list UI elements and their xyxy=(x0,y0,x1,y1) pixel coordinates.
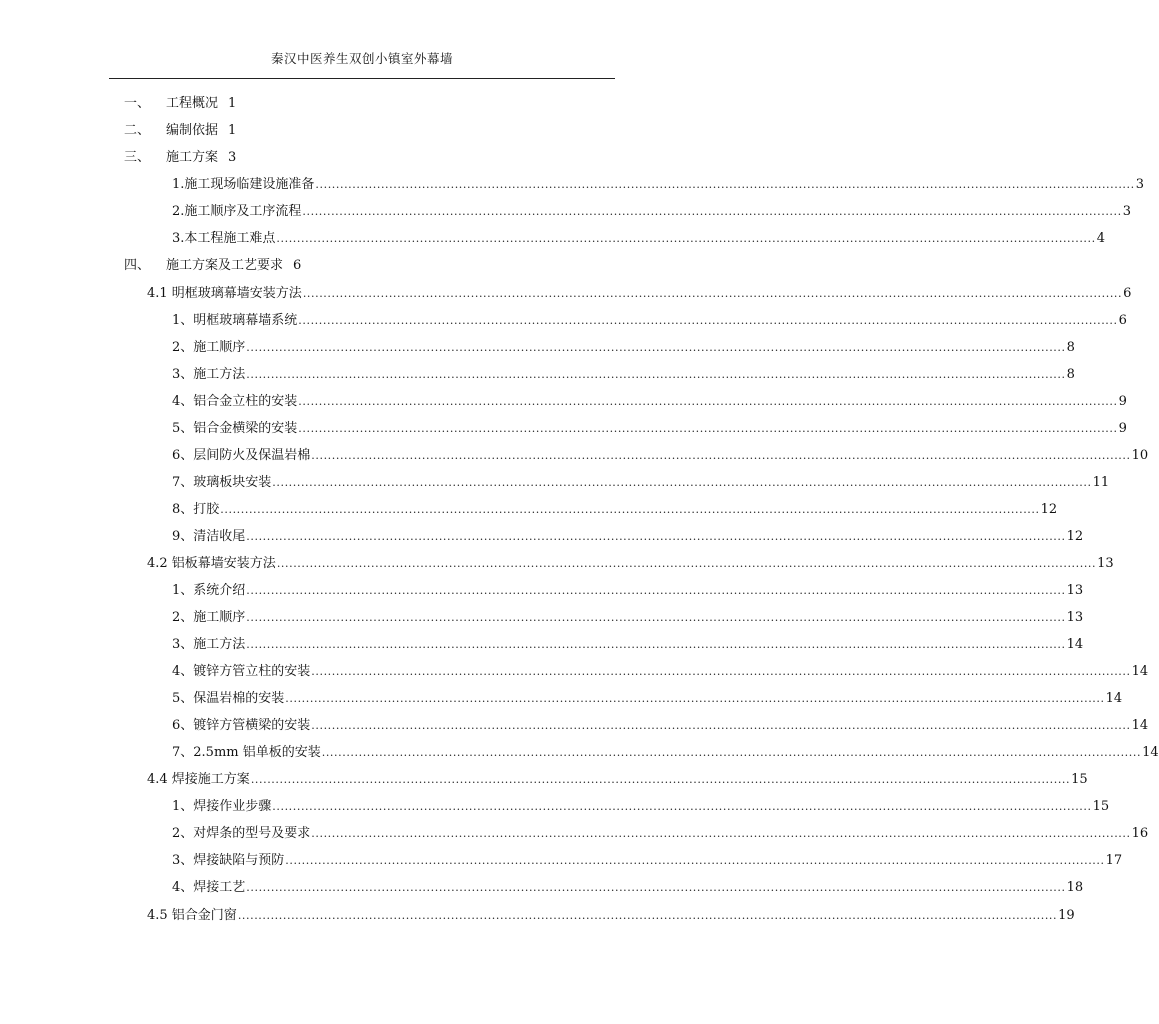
toc-entry[interactable] xyxy=(172,365,1075,385)
toc-entry[interactable] xyxy=(172,581,1084,601)
toc-entry-title: 3.本工程施工难点 xyxy=(172,231,276,246)
toc-entry-page: 8 xyxy=(1066,367,1075,382)
dot-leader: ........................................................................................................................................................................................................ xyxy=(272,800,1092,813)
toc-entry-number: 四、 xyxy=(124,258,151,273)
toc-entry[interactable] xyxy=(172,392,1127,412)
toc-entry-page: 12 xyxy=(1066,529,1084,544)
toc-entry-title: 4.2 铝板幕墙安装方法 xyxy=(147,556,276,571)
dot-leader: ........................................................................................................................................................................................................ xyxy=(237,909,1058,922)
dot-leader: ........................................................................................................................................................................................................ xyxy=(272,476,1092,489)
dot-leader: ........................................................................................................................................................................................................ xyxy=(311,827,1131,840)
dot-leader: ........................................................................................................................................................................................................ xyxy=(298,395,1118,408)
dot-leader: ........................................................................................................................................................................................................ xyxy=(246,881,1066,894)
toc-entry-number: 二、 xyxy=(124,123,151,138)
toc-entry[interactable] xyxy=(172,446,1149,466)
toc-entry-title: 1、明框玻璃幕墙系统 xyxy=(172,313,298,328)
dot-leader: ........................................................................................................................................................................................................ xyxy=(250,773,1071,786)
toc-entry-page: 9 xyxy=(1118,394,1127,409)
dot-leader: ........................................................................................................................................................................................................ xyxy=(285,692,1105,705)
toc-entry[interactable] xyxy=(124,121,236,141)
toc-entry-page: 14 xyxy=(1131,664,1149,679)
toc-entry-title: 7、玻璃板块安装 xyxy=(172,475,272,490)
toc-entry[interactable] xyxy=(147,554,1114,574)
toc-entry-page: 6 xyxy=(1118,313,1127,328)
dot-leader: ........................................................................................................................................................................................................ xyxy=(298,422,1118,435)
dot-leader: ........................................................................................................................................................................................................ xyxy=(285,854,1105,867)
toc-entry-title: 1、焊接作业步骤 xyxy=(172,799,272,814)
toc-entry-page: 6 xyxy=(293,258,302,273)
toc-entry-title: 3、施工方法 xyxy=(172,367,246,382)
toc-entry[interactable] xyxy=(172,419,1127,439)
toc-entry[interactable] xyxy=(172,175,1145,195)
toc-entry-number: 一、 xyxy=(124,96,151,111)
toc-entry-number: 三、 xyxy=(124,150,151,165)
toc-entry[interactable] xyxy=(172,229,1106,249)
toc-entry[interactable] xyxy=(172,202,1132,222)
dot-leader: ........................................................................................................................................................................................................ xyxy=(220,503,1040,516)
toc-entry-page: 1 xyxy=(228,96,237,111)
toc-entry-title: 4.5 铝合金门窗 xyxy=(147,908,237,923)
toc-entry-title: 4、镀锌方管立柱的安装 xyxy=(172,664,311,679)
dot-leader: ........................................................................................................................................................................................................ xyxy=(311,665,1131,678)
dot-leader: ........................................................................................................................................................................................................ xyxy=(321,746,1142,759)
toc-entry-title: 2、施工顺序 xyxy=(172,340,246,355)
toc-entry[interactable] xyxy=(172,635,1084,655)
dot-leader: ........................................................................................................................................................................................................ xyxy=(311,449,1131,462)
dot-leader: ........................................................................................................................................................................................................ xyxy=(246,368,1066,381)
dot-leader: ........................................................................................................................................................................................................ xyxy=(246,341,1066,354)
toc-entry-page: 17 xyxy=(1105,853,1123,868)
dot-leader: ........................................................................................................................................................................................................ xyxy=(302,287,1123,300)
dot-leader: ........................................................................................................................................................................................................ xyxy=(276,232,1096,245)
toc-entry[interactable] xyxy=(172,689,1123,709)
toc-entry-page: 3 xyxy=(1122,204,1132,219)
toc-entry-page: 9 xyxy=(1118,421,1127,436)
toc-entry[interactable] xyxy=(147,906,1075,926)
toc-entry-page: 19 xyxy=(1058,908,1075,923)
toc-entry-title: 2、对焊条的型号及要求 xyxy=(172,826,311,841)
toc-entry-page: 3 xyxy=(228,150,237,165)
toc-entry[interactable] xyxy=(147,284,1132,304)
toc-entry-page: 14 xyxy=(1131,718,1149,733)
toc-entry[interactable] xyxy=(172,500,1058,520)
dot-leader: ........................................................................................................................................................................................................ xyxy=(246,638,1066,651)
dot-leader: ........................................................................................................................................................................................................ xyxy=(315,178,1135,191)
dot-leader: ........................................................................................................................................................................................................ xyxy=(246,584,1066,597)
toc-entry-title: 4、焊接工艺 xyxy=(172,880,246,895)
toc-entry[interactable] xyxy=(172,338,1075,358)
page-header-title: 秦汉中医养生双创小镇室外幕墙 xyxy=(270,51,453,66)
toc-entry-page: 10 xyxy=(1131,448,1149,463)
toc-entry[interactable] xyxy=(172,824,1149,844)
toc-entry-title: 6、层间防火及保温岩棉 xyxy=(172,448,311,463)
toc-entry-page: 4 xyxy=(1096,231,1106,246)
toc-entry[interactable] xyxy=(172,473,1110,493)
toc-entry-title: 4、铝合金立柱的安装 xyxy=(172,394,298,409)
toc-entry[interactable] xyxy=(172,743,1159,763)
toc-entry-page: 8 xyxy=(1066,340,1075,355)
toc-entry[interactable] xyxy=(172,311,1127,331)
toc-entry-title: 工程概况 xyxy=(166,96,219,111)
toc-entry-title: 2.施工顺序及工序流程 xyxy=(172,204,302,219)
toc-entry-title: 施工方案 xyxy=(166,150,219,165)
dot-leader: ........................................................................................................................................................................................................ xyxy=(298,314,1118,327)
toc-entry[interactable] xyxy=(124,94,236,114)
dot-leader: ........................................................................................................................................................................................................ xyxy=(276,557,1097,570)
toc-entry-title: 2、施工顺序 xyxy=(172,610,246,625)
toc-entry-page: 13 xyxy=(1066,610,1084,625)
toc-entry[interactable] xyxy=(147,770,1088,790)
toc-entry[interactable] xyxy=(172,878,1084,898)
dot-leader: ........................................................................................................................................................................................................ xyxy=(302,205,1122,218)
toc-entry-page: 12 xyxy=(1040,502,1058,517)
toc-entry[interactable] xyxy=(172,797,1110,817)
dot-leader: ........................................................................................................................................................................................................ xyxy=(311,719,1131,732)
toc-entry[interactable] xyxy=(172,716,1149,736)
toc-entry-page: 14 xyxy=(1142,745,1159,760)
toc-entry-title: 5、保温岩棉的安装 xyxy=(172,691,285,706)
toc-entry-page: 13 xyxy=(1066,583,1084,598)
toc-entry-page: 14 xyxy=(1105,691,1123,706)
toc-entry-page: 11 xyxy=(1092,475,1110,490)
toc-entry-title: 1.施工现场临建设施准备 xyxy=(172,177,315,192)
toc-entry-page: 14 xyxy=(1066,637,1084,652)
toc-entry-page: 15 xyxy=(1071,772,1088,787)
toc-entry-page: 18 xyxy=(1066,880,1084,895)
toc-entry-title: 施工方案及工艺要求 xyxy=(166,258,284,273)
toc-entry[interactable] xyxy=(172,527,1084,547)
toc-entry[interactable] xyxy=(172,608,1084,628)
toc-entry-title: 编制依据 xyxy=(166,123,219,138)
toc-entry-title: 5、铝合金横梁的安装 xyxy=(172,421,298,436)
toc-entry[interactable] xyxy=(172,851,1123,871)
toc-entry-title: 9、清洁收尾 xyxy=(172,529,246,544)
toc-entry[interactable] xyxy=(172,662,1149,682)
toc-entry-page: 13 xyxy=(1097,556,1114,571)
toc-entry-title: 8、打胶 xyxy=(172,502,220,517)
toc-entry[interactable] xyxy=(124,148,236,168)
toc-entry-page: 16 xyxy=(1131,826,1149,841)
toc-entry-page: 3 xyxy=(1135,177,1145,192)
toc-entry-title: 3、施工方法 xyxy=(172,637,246,652)
toc-entry-page: 1 xyxy=(228,123,237,138)
toc-entry-title: 4.4 焊接施工方案 xyxy=(147,772,250,787)
toc-entry-title: 7、2.5mm 铝单板的安装 xyxy=(172,745,321,760)
toc-entry-page: 15 xyxy=(1092,799,1110,814)
toc-entry-page: 6 xyxy=(1123,286,1132,301)
toc-entry-title: 3、焊接缺陷与预防 xyxy=(172,853,285,868)
toc-entry[interactable] xyxy=(124,256,301,276)
toc-entry-title: 6、镀锌方管横梁的安装 xyxy=(172,718,311,733)
dot-leader: ........................................................................................................................................................................................................ xyxy=(246,611,1066,624)
toc-entry-title: 1、系统介绍 xyxy=(172,583,246,598)
dot-leader: ........................................................................................................................................................................................................ xyxy=(246,530,1066,543)
toc-entry-title: 4.1 明框玻璃幕墙安装方法 xyxy=(147,286,302,301)
